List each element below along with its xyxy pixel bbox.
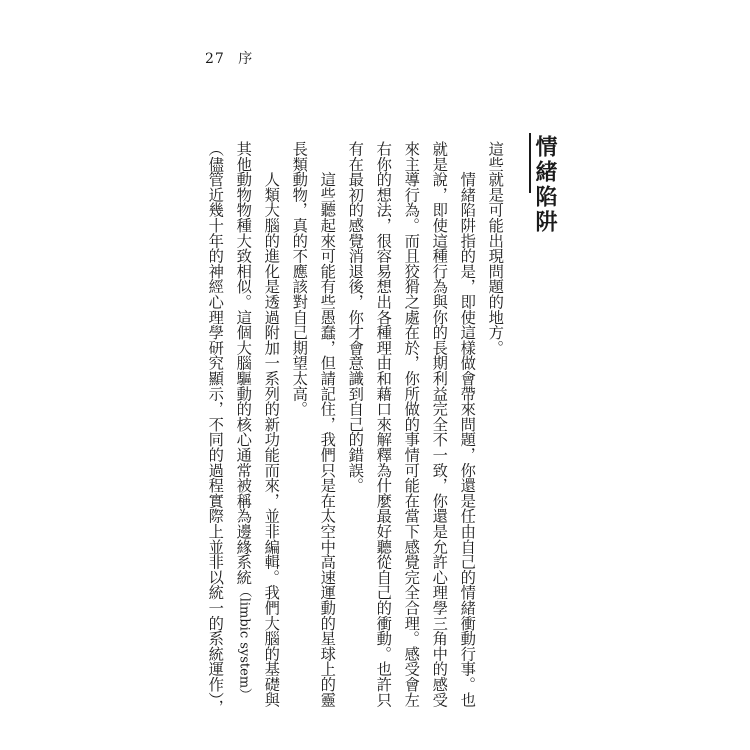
text-column: 人類大腦的進化是透過附加一系列的新功能而來，並非編輯。我們大腦的基礎與 [262,141,281,708]
text-column: 右你的想法，很容易想出各種理由和藉口來解釋為什麼最好聽從自己的衝動。也許只 [374,141,393,708]
text-column: 就是說，即使這種行為與你的長期利益完全不一致，你還是允許心理學三角中的感受 [430,141,449,708]
text-column: （儘管近幾十年的神經心理學研究顯示，不同的過程實際上並非以統一的系統運作）， [206,141,225,715]
text-column [234,141,253,702]
text-segment: 其他動物物種大致相似。這個大腦驅動的核心通常被稱為邊緣系統 [234,141,253,585]
running-title: 序 [238,51,254,67]
text-column: 有在最初的感覺消退後，你才會意識到自己的錯誤。 [346,141,365,493]
text-column: 情緒陷阱指的是，即使這樣做會帶來問題，你還是任由自己的情緒衝動行事。也 [458,141,477,708]
latin-term: （limbic system） [236,584,252,702]
heading-rule [529,133,531,193]
page-number: 27 [205,51,225,67]
running-header [205,48,253,68]
section-heading: 情緒陷阱 [532,135,558,235]
text-column: 長類動物，真的不應該對自己期望太高。 [290,141,309,417]
text-column: 來主導行為。而且狡猾之處在於，你所做的事情可能在當下感覺完全合理。感受會左 [402,141,421,708]
text-column: 這些聽起來可能有些愚蠢，但請記住，我們只是在太空中高速運動的星球上的靈 [318,141,337,708]
text-column: 這些就是可能出現問題的地方。 [486,141,505,356]
